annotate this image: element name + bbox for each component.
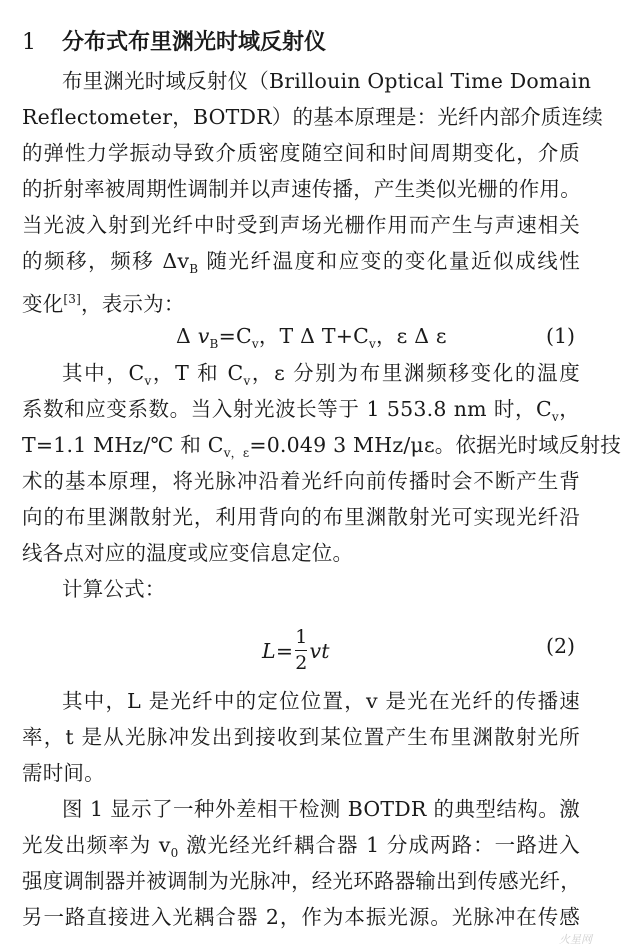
equation-1: Δ $v_B=C_v$，T Δ $T+C_v$，ε Δ ε (1) [0,318,600,354]
paragraph-line: 其中，$C_v$，T 和 $C_v$，ε 分别为布里渊频移变化的温度 [62,361,580,389]
paragraph-line: 图 1 显示了一种外差相干检测 BOTDR 的典型结构。激 [62,797,580,821]
paragraph-line: 光发出频率为 $v_0$ 激光经光纤耦合器 1 分成两路：一路进入 [22,833,580,861]
citation: [3] [63,292,82,306]
paragraph-line: 另一路直接进入光耦合器 2，作为本振光源。光脉冲在传感 [22,905,580,929]
paragraph-line: 术的基本原理，将光脉冲沿着光纤向前传播时会不断产生背 [22,469,580,493]
watermark: 火星网 [559,933,592,946]
section-number: 1 [22,30,36,55]
paragraph-line: 强度调制器并被调制为光脉冲，经光环路器输出到传感光纤， [22,869,581,893]
paragraph-line: 的弹性力学振动导致介质密度随空间和时间周期变化，介质 [22,141,580,165]
paragraph-line: 变化[3]，表示为： [22,291,185,316]
equation-number: (2) [545,634,575,658]
paragraph-line: 当光波入射到光纤中时受到声场光栅作用而产生与声速相关 [22,213,580,237]
paragraph-line: 需时间。 [22,761,105,785]
paragraph-line: 的折射率被周期性调制并以声速传播，产生类似光栅的作用。 [22,177,581,201]
paragraph-line: 其中，L 是光纤中的定位位置，v 是光在光纤的传播速 [62,689,580,713]
paragraph-line: 系数和应变系数。当入射光波长等于 1 553.8 nm 时，$C_v$， [22,397,580,425]
paragraph-line: 向的布里渊散射光，利用背向的布里渊散射光可实现光纤沿 [22,505,580,529]
equation-2: L= $\frac{1}{2}$ vt (2) [262,626,575,674]
paragraph-line: 计算公式： [62,577,166,601]
paragraph-line: Reflectometer，BOTDR）的基本原理是：光纤内部介质连续 [22,105,603,129]
paragraph-line: 的频移，频移 $\Delta v_B$ 随光纤温度和应变的变化量近似成线性 [22,249,581,277]
paragraph-line: 率，t 是从光脉冲发出到接收到某位置产生布里渊散射光所 [22,725,580,749]
equation-number: (1) [545,324,575,348]
paragraph-line: 线各点对应的温度或应变信息定位。 [22,541,354,565]
section-heading [22,22,326,63]
section-title: 分布式布里渊光时域反射仪 [62,29,327,55]
paragraph-line: T=1.1 MHz/℃ 和 $C_{v,\varepsilon}=0.049$ 3 MHz/με。依据光时域反射技 [22,433,621,461]
paragraph-line: 布里渊光时域反射仪（Brillouin Optical Time Domain [62,69,592,93]
